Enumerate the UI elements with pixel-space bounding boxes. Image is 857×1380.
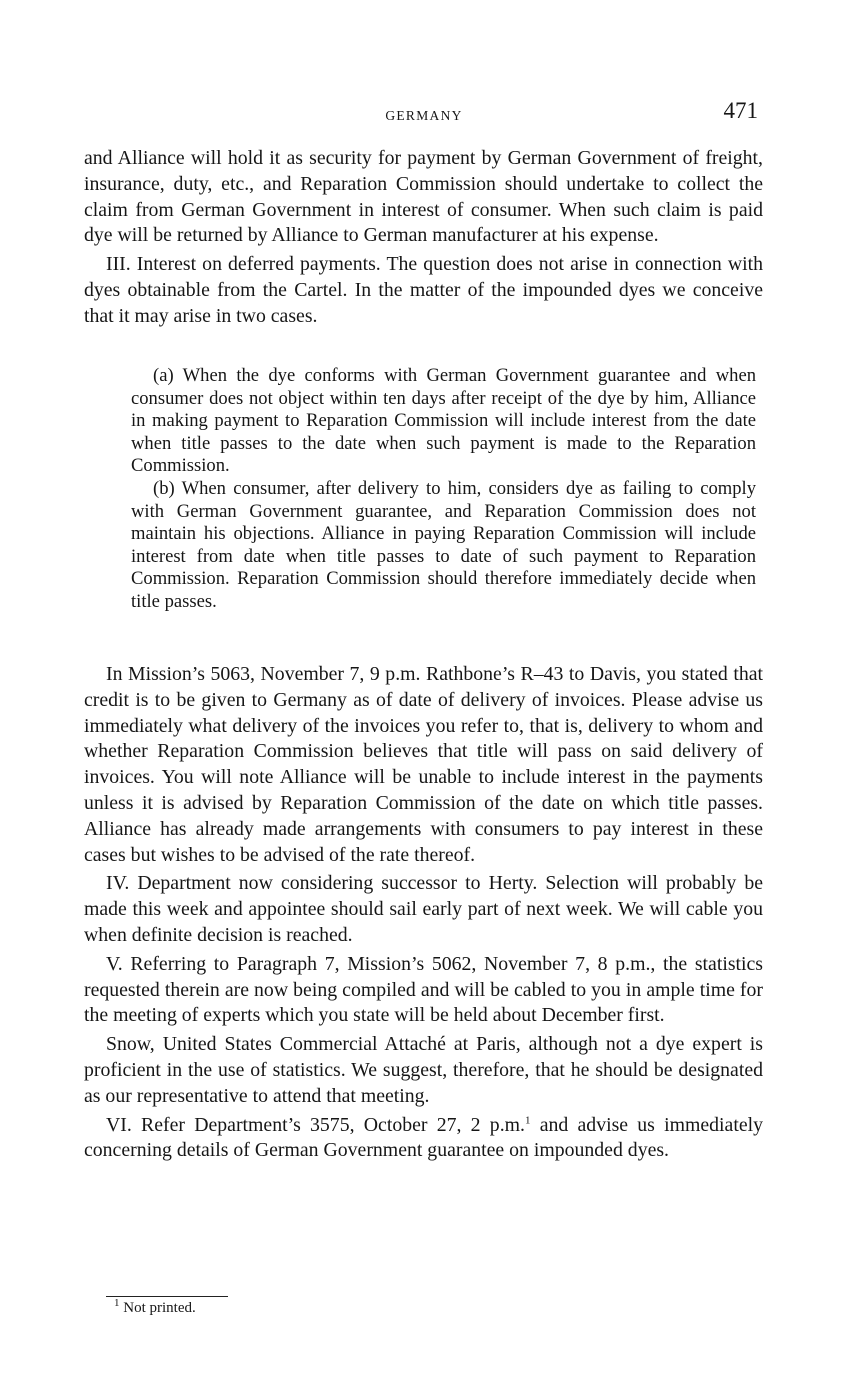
body-section-bottom <box>84 662 763 1167</box>
running-head: GERMANY <box>385 108 463 123</box>
paragraph-vi-rest: and advise us immediately concerning details of German Government guarantee on impounded dyes. <box>84 1113 763 1162</box>
footnote-mark: 1 <box>114 1297 120 1309</box>
paragraph-iii: III. Interest on deferred payments. The question does not arise in connection with dyes obtainable from the Cartel. In the matter of the impounded dyes we conceive that it may arise in two cases. <box>84 253 763 327</box>
paragraph-iv: IV. Department now considering successor to Herty. Selection will probably be made this week and appointee should sail early part of next week. We will cable you when definite decision is reached. <box>84 872 763 946</box>
body-section-top <box>84 146 763 333</box>
footnote-text: Not printed. <box>119 1300 196 1316</box>
paragraph-vi <box>84 1113 763 1165</box>
clause-a: (a) When the dye conforms with German Government guarantee and when consumer does not object within ten days after receipt of the dye by him, Alliance in making payment to Reparation Commission will include interest from the date when title passes to the date when such payment is made to the Reparation Commission. <box>131 365 756 477</box>
paragraph-mission-5063: In Mission’s 5063, November 7, 9 p.m. Rathbone’s R–43 to Davis, you stated that credit is to be given to Germany as of date of delivery of invoices. Please advise us immediately what delivery of the invoices you refer to, that is, delivery to whom and whether Reparation Commission believes that title will pass on said delivery of invoices. You will note Alliance will be unable to include interest in the payments unless it is advised by Reparation Commission of the date on which title passes. Alliance has already made arrangements with consumers to pay interest in these cases but wishes to be advised of the rate thereof. <box>84 663 763 866</box>
paragraph-continuation: and Alliance will hold it as security for payment by German Government of freight, insurance, duty, etc., and Reparation Commission should undertake to collect the claim from German Government in interest of consumer. When such claim is paid dye will be returned by Alliance to German manufacturer at his expense. <box>84 147 763 247</box>
indented-quote-block <box>131 365 756 614</box>
page-number: 471 <box>723 98 758 123</box>
footnote-reference: 1 <box>524 1113 531 1126</box>
footnote <box>114 1297 196 1317</box>
clause-b: (b) When consumer, after delivery to him, considers dye as failing to comply with German Government guarantee, and Reparation Commission does not maintain his objections. Alliance in paying Reparation Commission will include interest from date when title passes to date of such payment to Reparation Commission. Reparation Commission should therefore immediately decide when title passes. <box>131 477 756 612</box>
paragraph-v: V. Referring to Paragraph 7, Mission’s 5062, November 7, 8 p.m., the statistics requested therein are now being compiled and will be cabled to you in ample time for the meeting of experts which you state will be held about December first. <box>84 952 763 1027</box>
footnote-divider <box>106 1296 228 1297</box>
page-header <box>84 96 764 136</box>
paragraph-snow: Snow, United States Commercial Attaché at Paris, although not a dye expert is proficient in the use of statistics. We suggest, therefore, that he should be designated as our representative to attend that meeting. <box>84 1033 763 1107</box>
paragraph-vi-main: VI. Refer Department’s 3575, October 27, 2 p.m. <box>106 1113 525 1136</box>
